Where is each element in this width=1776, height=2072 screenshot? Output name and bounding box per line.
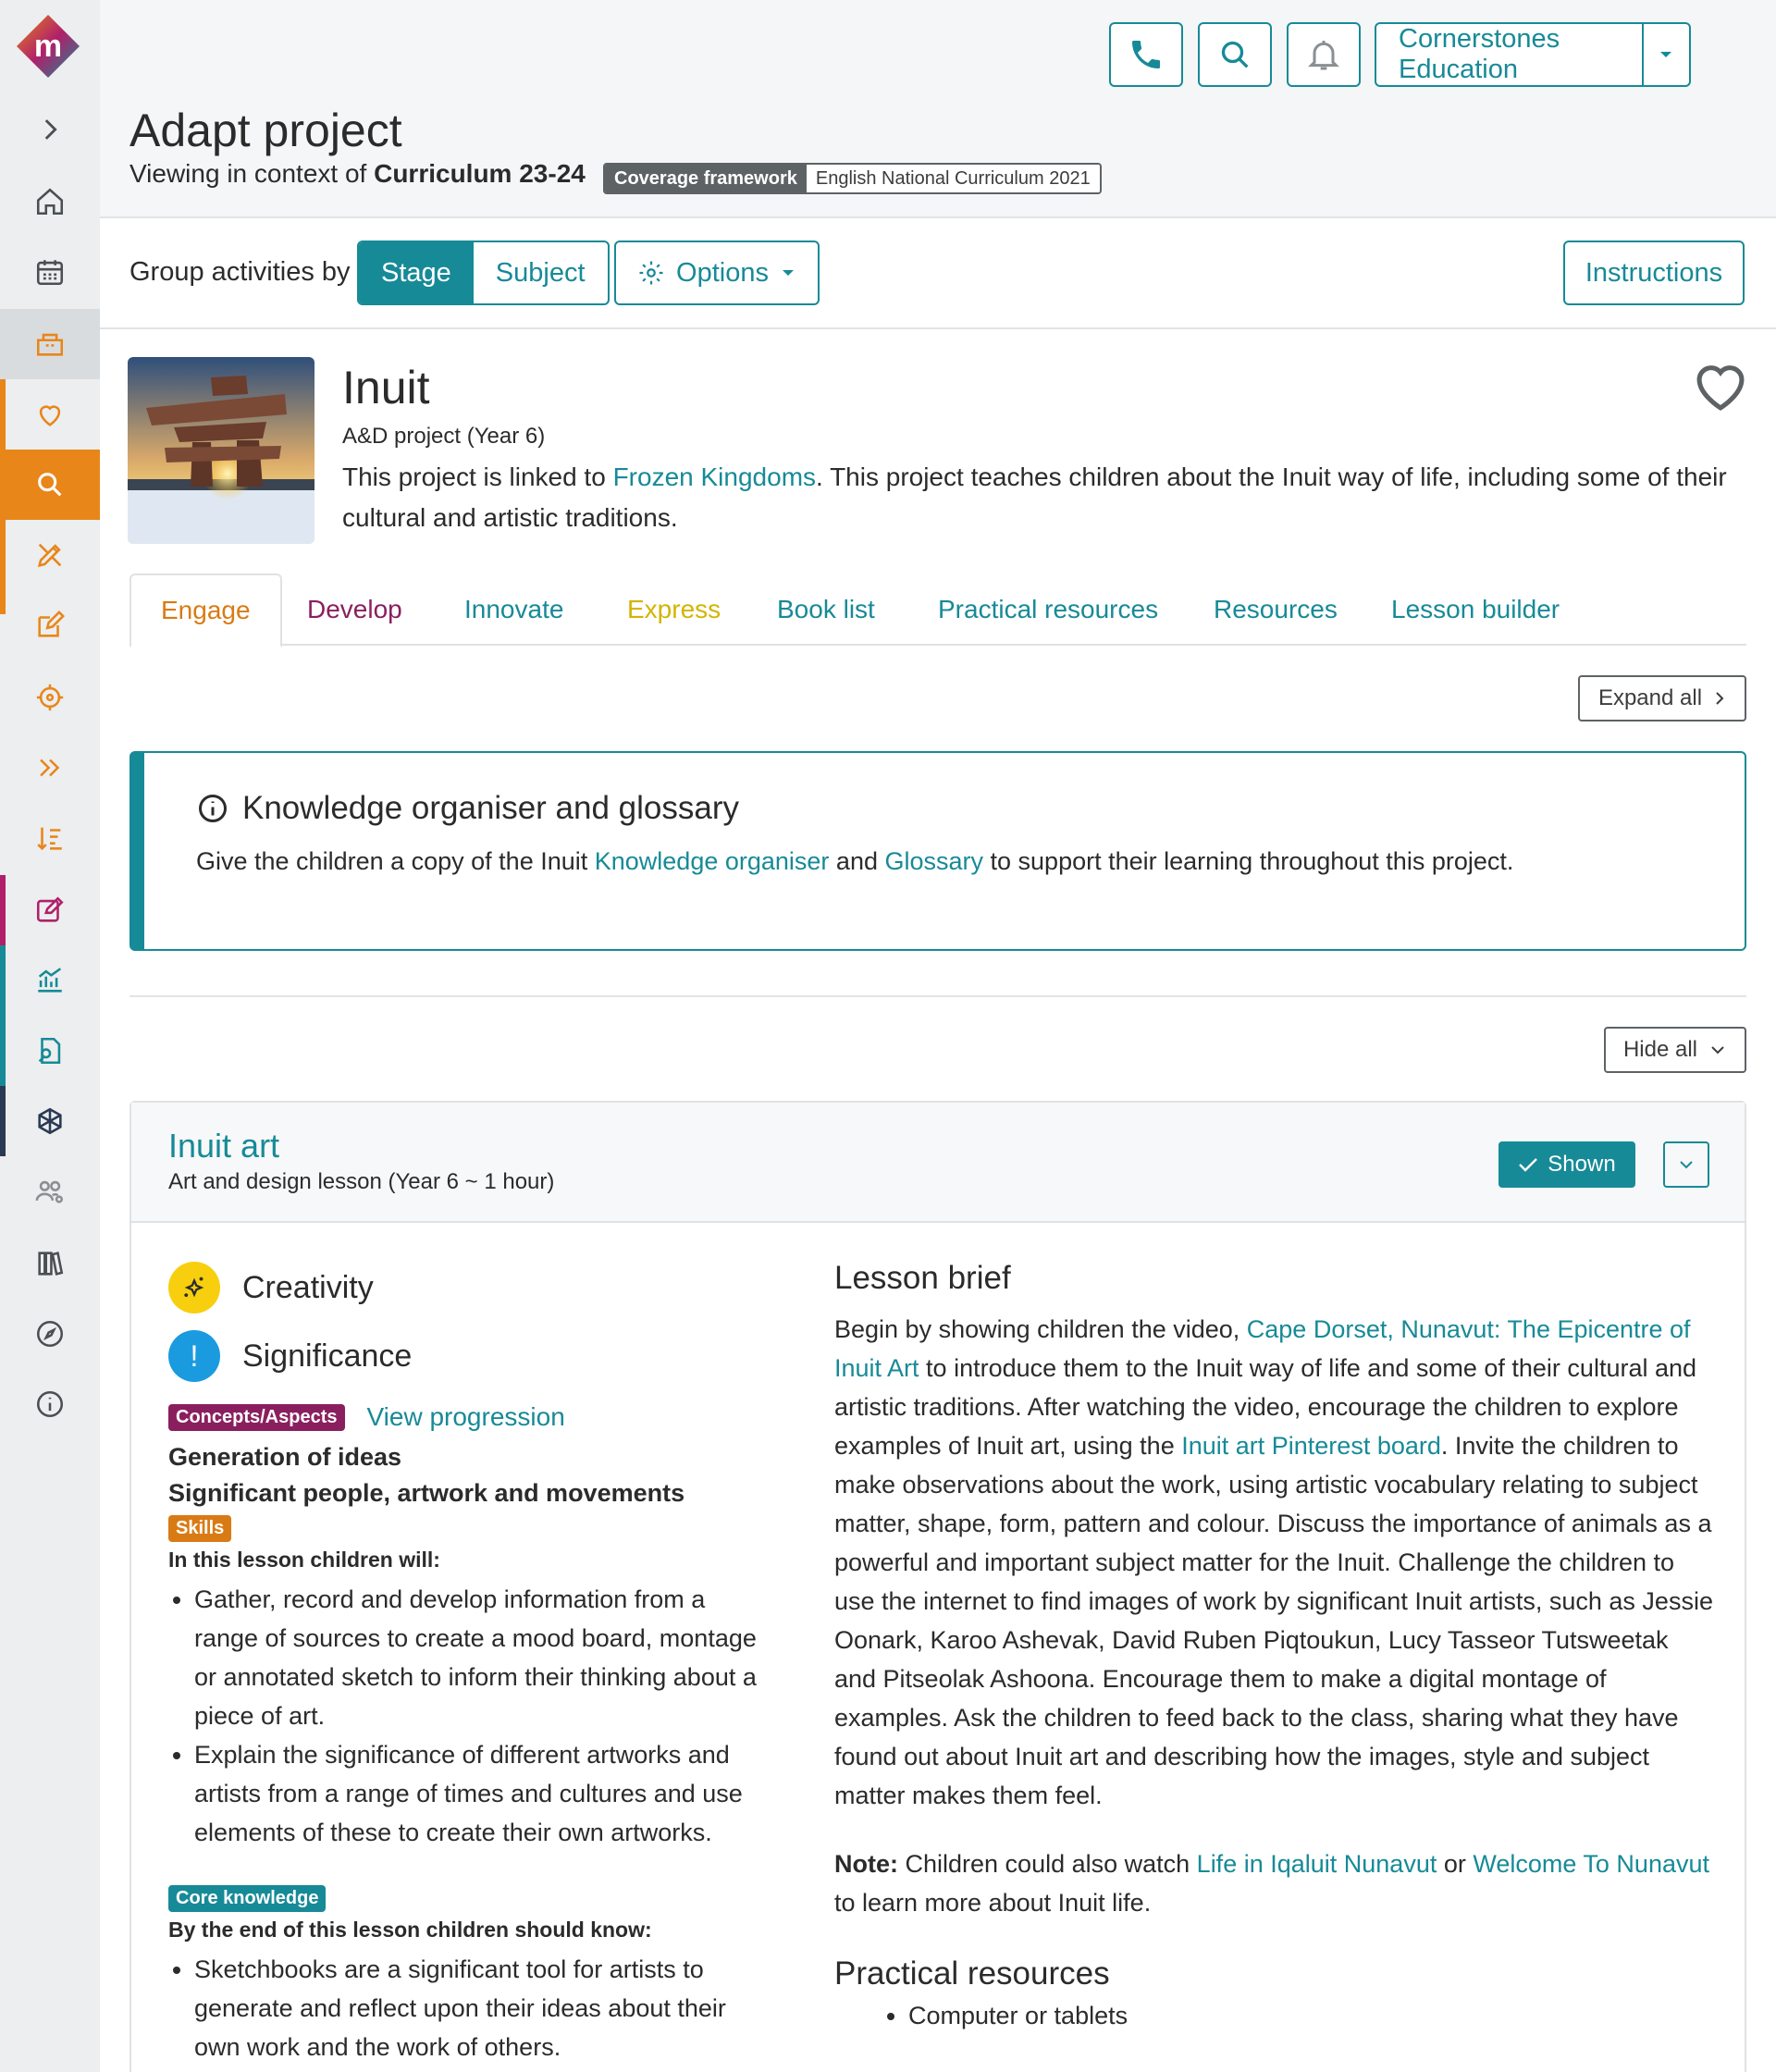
list-item: • Explain the significance of different artworks and artists from a range of times and cultures and use elements of these to create their own artworks. <box>194 1735 760 1852</box>
tab-label: Develop <box>307 595 402 623</box>
notifications-button[interactable] <box>1287 22 1361 87</box>
lesson-brief-text <box>834 1310 1713 1815</box>
coverage-framework-badge <box>603 163 1102 194</box>
library-icon[interactable] <box>0 1228 100 1299</box>
sidebar-expand-icon[interactable] <box>0 94 100 165</box>
chevron-down-icon[interactable] <box>1642 24 1689 85</box>
aspect-item: Generation of ideas <box>168 1443 402 1471</box>
document-search-icon[interactable] <box>0 1016 100 1086</box>
hide-all-label: Hide all <box>1622 1037 1698 1062</box>
frozen-kingdoms-link[interactable]: Frozen Kingdoms <box>612 462 817 491</box>
lesson-card <box>130 1101 1746 2072</box>
callout-text-part: to support their learning throughout this project. <box>983 847 1514 875</box>
tab-innovate[interactable] <box>464 574 563 646</box>
project-title: Inuit <box>342 362 430 413</box>
callout-title-text: Knowledge organiser and glossary <box>242 790 739 826</box>
info-icon <box>196 792 229 825</box>
compass-icon[interactable] <box>0 1299 100 1369</box>
callout-text <box>196 847 1513 876</box>
project-description <box>342 457 1739 538</box>
project-subtitle: A&D project (Year 6) <box>342 424 546 449</box>
sort-list-icon[interactable] <box>0 803 100 873</box>
search-icon[interactable] <box>0 450 100 520</box>
lesson-card-header <box>131 1103 1745 1223</box>
life-in-iqaluit-link[interactable]: Life in Iqaluit Nunavut <box>1196 1850 1437 1878</box>
aspect-item: Significant people, artwork and movements <box>168 1479 685 1507</box>
bell-icon <box>1305 36 1342 73</box>
note-label: Note: <box>834 1850 898 1878</box>
double-chevron-icon[interactable] <box>0 733 100 803</box>
phone-icon <box>1128 36 1165 73</box>
tab-develop[interactable] <box>307 574 402 646</box>
brief-text-part: . Invite the children to make observations about the work, using artistic vocabulary relating to subject matter, shape, form, pattern and colour. Discuss the importance of animals as a powerful and important subject matter for the Inuit. Challenge the children to use the internet to find images of work by significant Inuit artists, such as Jessie Oonark, Karoo Ashevak, David Ruben Piqtoukun, Lucy Tasseor Tutsweetak and Pitseolak Ashoona. Encourage them to make a digital montage of examples. Ask the children to feed back to the class, sharing what they have found out about Inuit art and describing how the images, style and subject matter makes them feel. <box>834 1432 1713 1809</box>
sidebar <box>0 0 100 2072</box>
instructions-button[interactable]: Instructions <box>1563 240 1745 305</box>
context-value: Curriculum 23-24 <box>374 159 586 188</box>
brief-text-part: Begin by showing children the video, <box>834 1315 1247 1343</box>
note-text-part: Children could also watch <box>898 1850 1197 1878</box>
chevron-down-icon <box>1708 1043 1727 1056</box>
concepts-aspects-pill: Concepts/Aspects <box>168 1404 345 1431</box>
pinterest-board-link[interactable]: Inuit art Pinterest board <box>1181 1432 1441 1460</box>
favourites-icon[interactable] <box>0 379 100 450</box>
exclamation-icon: ! <box>168 1330 220 1382</box>
core-knowledge-list <box>168 1950 760 2066</box>
tab-label: Book list <box>777 595 875 623</box>
caret-down-icon <box>780 267 796 278</box>
skills-pill: Skills <box>168 1515 231 1542</box>
projects-icon[interactable] <box>0 309 100 379</box>
list-item: • Sketchbooks are a significant tool for artists to generate and reflect upon their ideas about their own work and the work of others. <box>194 1950 760 2066</box>
sparkles-icon <box>168 1262 220 1314</box>
toolbar <box>100 218 1776 329</box>
callout-text-part: Give the children a copy of the Inuit <box>196 847 595 875</box>
shown-toggle-button[interactable] <box>1498 1141 1635 1188</box>
search-icon <box>1216 36 1253 73</box>
gear-icon <box>637 259 665 287</box>
tab-book-list[interactable] <box>777 574 875 646</box>
users-settings-icon[interactable] <box>0 1156 100 1227</box>
chevron-right-icon <box>1713 689 1726 708</box>
lesson-subtitle: Art and design lesson (Year 6 ~ 1 hour) <box>168 1169 555 1194</box>
tab-label: Practical resources <box>938 595 1159 623</box>
collapse-lesson-button[interactable] <box>1663 1141 1709 1188</box>
welcome-to-nunavut-link[interactable]: Welcome To Nunavut <box>1473 1850 1709 1878</box>
brief-text-part: to introduce them to the Inuit way of life and some of their cultural and artistic traditions. After watching the video, encourage the children to explore examples of Inuit art, using the <box>834 1354 1697 1460</box>
page-header <box>100 0 1776 218</box>
options-button[interactable] <box>614 240 820 305</box>
practical-resources-title: Practical resources <box>834 1955 1110 1992</box>
knowledge-organiser-link[interactable]: Knowledge organiser <box>594 847 830 875</box>
expand-all-button[interactable] <box>1578 675 1746 722</box>
check-icon <box>1518 1156 1538 1173</box>
group-by-subject-button[interactable]: Subject <box>495 257 586 288</box>
lesson-brief <box>834 1260 1713 2035</box>
callout-title <box>196 790 739 827</box>
tab-resources[interactable] <box>1214 574 1338 646</box>
project-thumbnail <box>128 357 314 544</box>
school-selector[interactable] <box>1375 22 1691 87</box>
concept-creativity <box>168 1262 374 1314</box>
concept-label: Significance <box>242 1338 413 1374</box>
options-label: Options <box>676 257 769 288</box>
tab-label: Engage <box>161 596 251 624</box>
divider <box>130 995 1746 997</box>
skills-list <box>168 1580 760 1852</box>
core-knowledge-pill: Core knowledge <box>168 1885 326 1912</box>
context-prefix: Viewing in context of <box>130 159 367 188</box>
phone-button[interactable] <box>1109 22 1183 87</box>
favourite-heart-icon[interactable] <box>1691 361 1750 413</box>
assessment-edit-icon[interactable] <box>0 875 100 945</box>
cape-dorset-video-link[interactable]: Cape Dorset, Nunavut: The Epicentre of Inuit Art <box>834 1315 1691 1382</box>
context-line <box>130 159 586 189</box>
calendar-icon[interactable] <box>0 237 100 307</box>
chevron-down-icon <box>1677 1158 1696 1171</box>
lesson-brief-title: Lesson brief <box>834 1260 1011 1296</box>
skills-intro: In this lesson children will: <box>168 1548 440 1572</box>
school-name: Cornerstones Education <box>1399 24 1560 84</box>
shown-label: Shown <box>1548 1152 1616 1177</box>
edit-icon[interactable] <box>0 590 100 660</box>
lesson-note <box>834 1844 1713 1922</box>
expand-all-label: Expand all <box>1597 685 1703 710</box>
tab-practical-resources[interactable] <box>938 574 1158 646</box>
home-icon[interactable] <box>0 166 100 237</box>
svg-text:m: m <box>33 29 63 64</box>
target-icon[interactable] <box>0 662 100 733</box>
lesson-title[interactable]: Inuit art <box>168 1127 280 1165</box>
tab-label: Express <box>627 595 722 623</box>
core-intro: By the end of this lesson children should know: <box>168 1918 652 1942</box>
tab-label: Lesson builder <box>1391 595 1560 623</box>
practical-resources-list <box>834 1996 1713 2035</box>
group-by-label: Group activities by <box>130 257 351 287</box>
stage-tabs <box>130 574 1746 646</box>
list-item: • Computer or tablets <box>908 1996 1713 2035</box>
page-title: Adapt project <box>130 105 402 156</box>
tab-express[interactable] <box>627 574 721 646</box>
group-by-stage-button[interactable]: Stage <box>359 242 474 303</box>
network-icon[interactable] <box>0 1086 100 1156</box>
concept-label: Creativity <box>242 1269 374 1305</box>
search-button[interactable] <box>1198 22 1272 87</box>
info-icon[interactable] <box>0 1369 100 1439</box>
analytics-icon[interactable] <box>0 945 100 1016</box>
tab-lesson-builder[interactable] <box>1391 574 1560 646</box>
tab-engage[interactable] <box>130 574 282 648</box>
coverage-label: Coverage framework <box>605 165 807 192</box>
note-text-part: to learn more about Inuit life. <box>834 1889 1152 1917</box>
knowledge-organiser-callout <box>130 751 1746 951</box>
concept-significance <box>168 1330 412 1382</box>
coverage-value: English National Curriculum 2021 <box>807 165 1100 192</box>
group-by-toggle <box>357 240 610 305</box>
app-logo-icon[interactable] <box>15 13 81 80</box>
list-item: • Gather, record and develop information from a range of sources to create a mood board, montage or annotated sketch to inform their thinking about a piece of art. <box>194 1580 760 1735</box>
tab-label: Resources <box>1214 595 1338 623</box>
glossary-link[interactable]: Glossary <box>884 847 984 875</box>
hide-all-button[interactable] <box>1604 1027 1746 1073</box>
project-desc-text: . This project teaches children about the Inuit way of life, including some of their cultural and artistic traditions. <box>342 462 1727 532</box>
tab-label: Innovate <box>464 595 564 623</box>
note-text-part: or <box>1437 1850 1474 1878</box>
project-desc-text: This project is linked to <box>342 462 613 491</box>
pencil-ruler-icon[interactable] <box>0 520 100 590</box>
callout-text-part: and <box>829 847 885 875</box>
view-progression-link[interactable]: View progression <box>366 1402 565 1431</box>
lesson-left-column <box>168 1402 760 2066</box>
